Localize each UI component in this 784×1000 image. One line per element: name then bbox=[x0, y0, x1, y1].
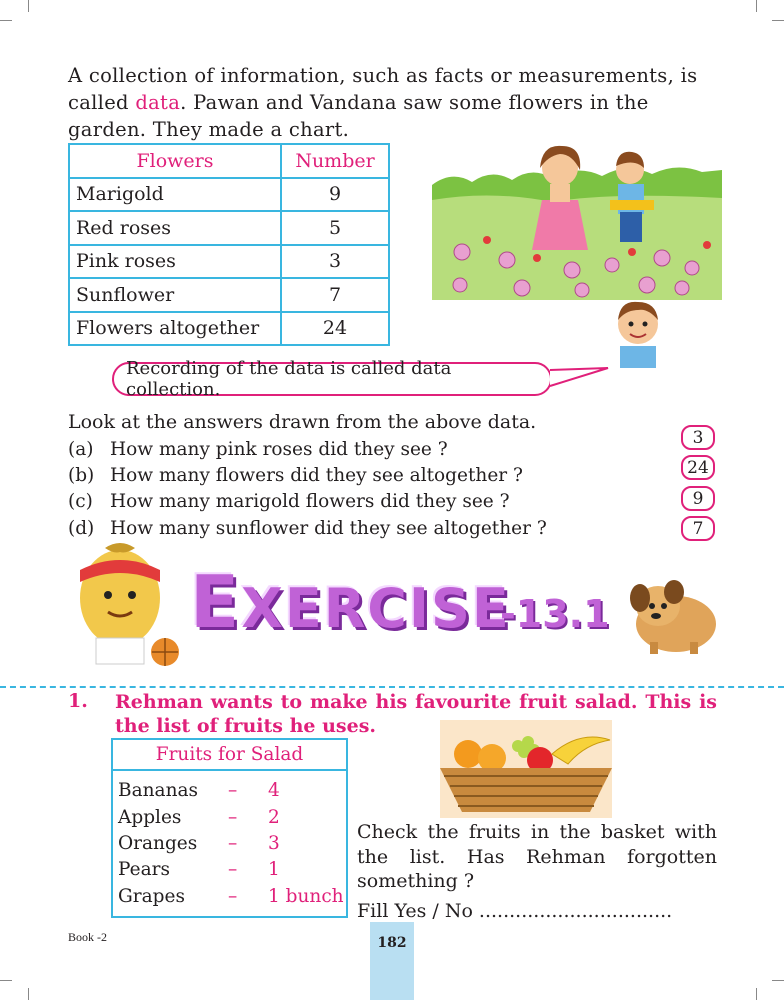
data-keyword: data bbox=[135, 91, 181, 114]
crop-mark bbox=[772, 20, 784, 21]
bubble-text: Recording of the data is called data collection. bbox=[126, 358, 452, 400]
question-label: (a) bbox=[68, 439, 94, 460]
exercise-title bbox=[190, 560, 511, 644]
flower-name: Red roses bbox=[69, 211, 281, 245]
check-line: the list. Has Rehman forgotten bbox=[357, 845, 717, 868]
fruit-dash: – bbox=[228, 859, 238, 880]
book-label: Book -2 bbox=[68, 930, 107, 944]
questions-heading: Look at the answers drawn from the above data. bbox=[68, 411, 537, 433]
fruit-qty: 4 bbox=[268, 780, 280, 801]
table-row bbox=[69, 312, 389, 346]
table-row bbox=[69, 211, 389, 245]
question-label: (c) bbox=[68, 491, 93, 512]
answer-badge: 7 bbox=[681, 516, 715, 541]
check-line: Check the fruits in the basket with bbox=[357, 821, 717, 843]
table-row bbox=[69, 278, 389, 312]
table-row bbox=[69, 178, 389, 212]
flower-count: 7 bbox=[281, 278, 389, 312]
flower-count: 9 bbox=[281, 178, 389, 212]
fruit-row bbox=[118, 859, 348, 885]
question-text: How many marigold flowers did they see ? bbox=[110, 491, 510, 512]
problem-text: Rehman wants to make his favourite fruit salad. This is the list of fruits he uses. bbox=[115, 691, 717, 737]
question-label: (b) bbox=[68, 465, 95, 486]
intro-paragraph bbox=[68, 62, 728, 143]
flower-name: Flowers altogether bbox=[69, 312, 281, 346]
fruit-row bbox=[118, 886, 348, 912]
flower-name: Pink roses bbox=[69, 245, 281, 279]
crop-mark bbox=[756, 988, 757, 1000]
potato-mascot-illustration bbox=[60, 540, 190, 680]
fruit-dash: – bbox=[228, 833, 238, 854]
fruit-name: Bananas bbox=[118, 780, 199, 801]
fruit-row bbox=[118, 833, 348, 859]
fruit-dash: – bbox=[228, 807, 238, 828]
fruit-qty: 1 bbox=[268, 859, 280, 880]
fruit-name: Apples bbox=[118, 807, 182, 828]
question-text: How many pink roses did they see ? bbox=[110, 439, 448, 460]
flower-count: 5 bbox=[281, 211, 389, 245]
intro-text: A collection of information, such as facts or measurements, is called bbox=[68, 64, 698, 114]
section-divider bbox=[0, 686, 784, 688]
check-paragraph bbox=[357, 820, 717, 894]
header-flowers: Flowers bbox=[69, 144, 281, 178]
fruits-table-title: Fruits for Salad bbox=[113, 740, 346, 771]
fruit-qty: 3 bbox=[268, 833, 280, 854]
flowers-table bbox=[68, 143, 390, 346]
flower-name: Marigold bbox=[69, 178, 281, 212]
fruit-basket-illustration bbox=[440, 720, 612, 818]
flower-count: 24 bbox=[281, 312, 389, 346]
answer-badge: 24 bbox=[681, 455, 715, 480]
crop-mark bbox=[0, 980, 12, 981]
fruit-row bbox=[118, 780, 348, 806]
boy-head-illustration bbox=[608, 296, 668, 368]
fruit-qty: 2 bbox=[268, 807, 280, 828]
header-number: Number bbox=[281, 144, 389, 178]
question-c bbox=[68, 491, 510, 512]
crop-mark bbox=[28, 0, 29, 12]
flower-count: 3 bbox=[281, 245, 389, 279]
answer-badge: 9 bbox=[681, 486, 715, 511]
fill-yes-no: Fill Yes / No ................................ bbox=[357, 900, 673, 922]
table-row bbox=[69, 245, 389, 279]
fruit-name: Oranges bbox=[118, 833, 198, 854]
exercise-first-letter: E bbox=[190, 560, 242, 644]
question-label: (d) bbox=[68, 518, 95, 539]
garden-illustration bbox=[432, 140, 722, 300]
exercise-rest: XERCISE bbox=[241, 577, 511, 640]
question-a bbox=[68, 439, 448, 460]
problem-number: 1. bbox=[68, 690, 88, 712]
speech-bubble bbox=[112, 358, 552, 400]
question-d bbox=[68, 518, 547, 539]
question-text: How many sunflower did they see altogether ? bbox=[110, 518, 547, 539]
puppy-mascot-illustration bbox=[626, 572, 722, 656]
flower-name: Sunflower bbox=[69, 278, 281, 312]
fruit-name: Pears bbox=[118, 859, 170, 880]
fruit-qty: 1 bunch bbox=[268, 886, 344, 907]
crop-mark bbox=[28, 988, 29, 1000]
fruit-name: Grapes bbox=[118, 886, 185, 907]
question-b bbox=[68, 465, 523, 486]
crop-mark bbox=[0, 20, 12, 21]
crop-mark bbox=[756, 0, 757, 12]
check-line: something ? bbox=[357, 870, 475, 892]
intro-text-end: . Pawan and Vandana saw some flowers in the garden. They made a chart. bbox=[68, 91, 649, 141]
exercise-number: -13.1 bbox=[500, 592, 610, 636]
fruits-table bbox=[111, 738, 348, 918]
answer-badge: 3 bbox=[681, 425, 715, 450]
crop-mark bbox=[772, 980, 784, 981]
fruit-dash: – bbox=[228, 780, 238, 801]
bubble-tail bbox=[548, 366, 610, 390]
fruit-row bbox=[118, 807, 348, 833]
fruit-dash: – bbox=[228, 886, 238, 907]
page-number: 182 bbox=[377, 935, 407, 951]
question-text: How many flowers did they see altogether ? bbox=[110, 465, 523, 486]
page-number-tab bbox=[370, 922, 414, 1000]
